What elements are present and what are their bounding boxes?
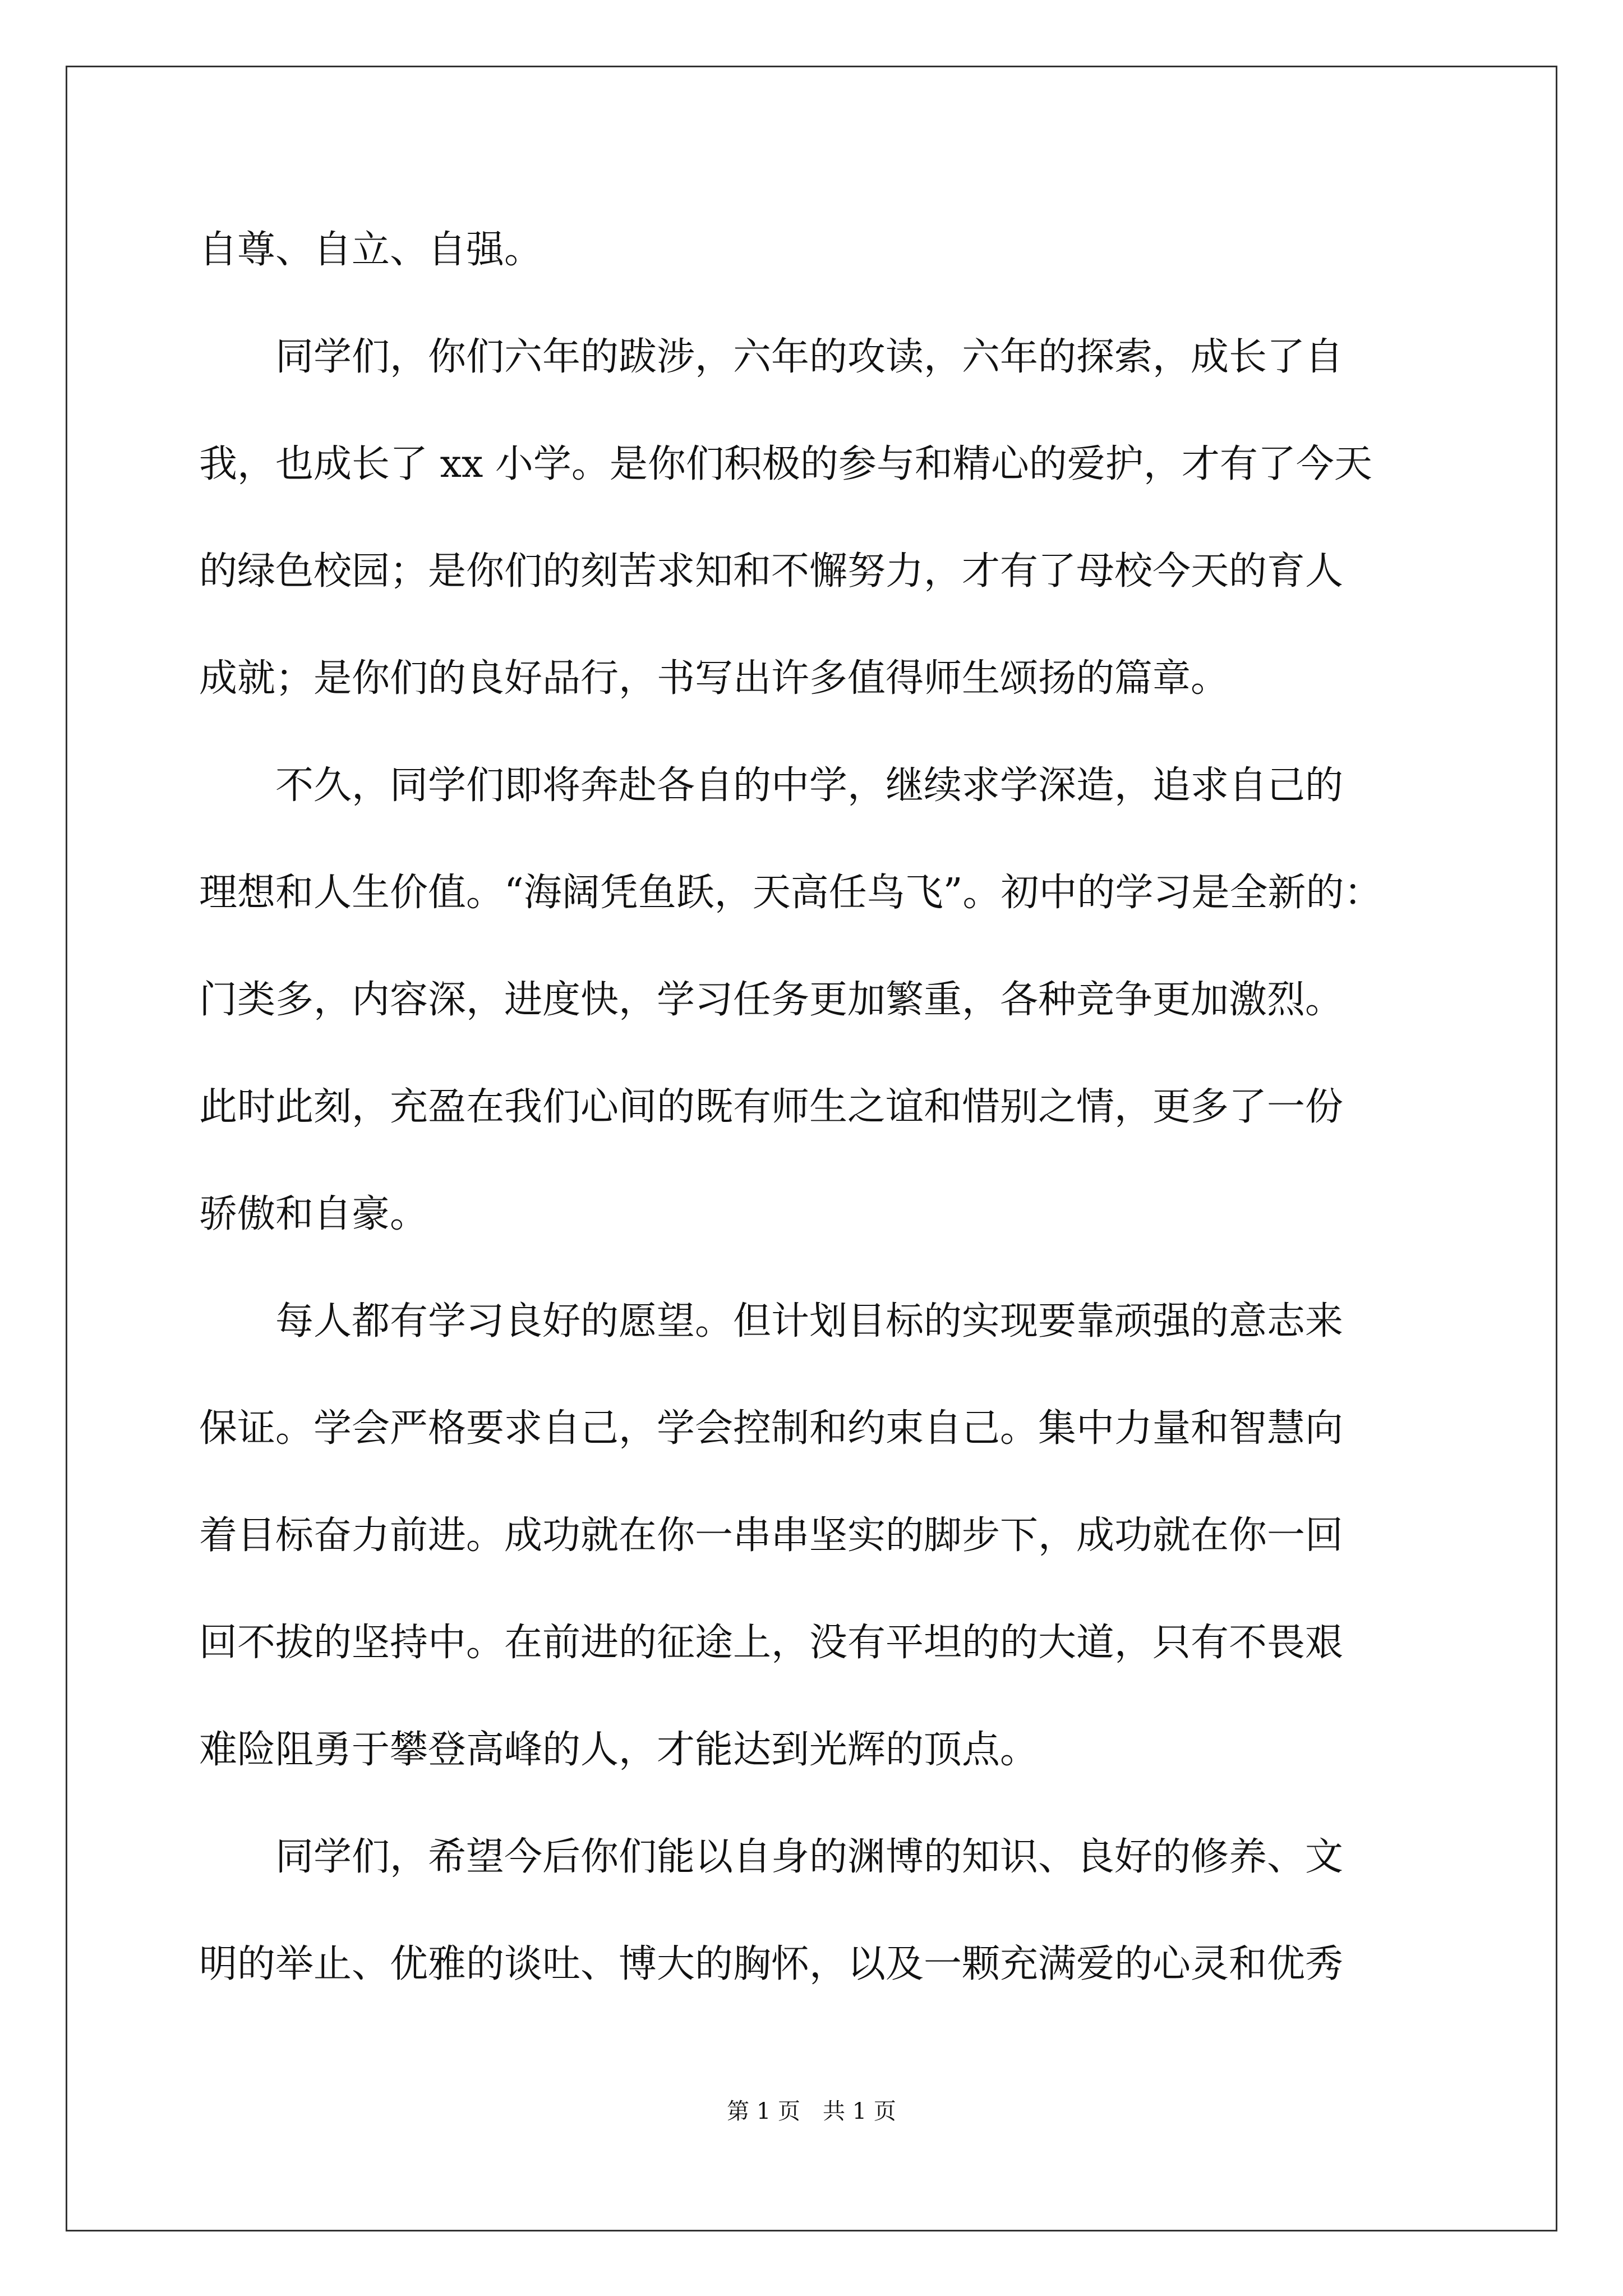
text-line: 明的举止、优雅的谈吐、博大的胸怀，以及一颗充满爱的心灵和优秀 — [199, 1942, 1344, 1986]
text-line: 不久，同学们即将奔赴各自的中学，继续求学深造，追求自己的 — [199, 763, 1344, 808]
text-line: 我，也成长了 xx 小学。是你们积极的参与和精心的爱护，才有了今天 — [199, 442, 1372, 486]
text-line: 难险阻勇于攀登高峰的人，才能达到光辉的顶点。 — [199, 1728, 1039, 1772]
text-line: 的绿色校园；是你们的刻苦求知和不懈努力，才有了母校今天的育人 — [199, 549, 1344, 593]
text-line: 着目标奋力前进。成功就在你一串串坚实的脚步下，成功就在你一回 — [199, 1513, 1344, 1558]
text-line: 成就；是你们的良好品行，书写出许多值得师生颂扬的篇章。 — [199, 656, 1229, 701]
document-body — [199, 209, 1433, 2030]
text-line: 保证。学会严格要求自己，学会控制和约束自己。集中力量和智慧向 — [199, 1406, 1344, 1451]
text-line: 骄傲和自豪。 — [199, 1192, 428, 1236]
text-line: 理想和人生价值。“海阔凭鱼跃，天高任鸟飞”。初中的学习是全新的： — [199, 871, 1382, 915]
text-line: 每人都有学习良好的愿望。但计划目标的实现要靠顽强的意志来 — [199, 1299, 1344, 1343]
text-line: 此时此刻，充盈在我们心间的既有师生之谊和惜别之情，更多了一份 — [199, 1085, 1344, 1129]
text-line: 同学们，希望今后你们能以自身的渊博的知识、良好的修养、文 — [199, 1835, 1344, 1879]
page-footer: 第 1 页 共 1 页 — [727, 2099, 896, 2124]
text-line: 自尊、自立、自强。 — [199, 228, 543, 272]
text-line: 同学们，你们六年的跋涉，六年的攻读，六年的探索，成长了自 — [199, 335, 1344, 379]
text-line: 门类多，内容深，进度快，学习任务更加繁重，各种竞争更加激烈。 — [199, 978, 1344, 1022]
text-line: 回不拔的坚持中。在前进的征途上，没有平坦的的大道，只有不畏艰 — [199, 1621, 1344, 1665]
